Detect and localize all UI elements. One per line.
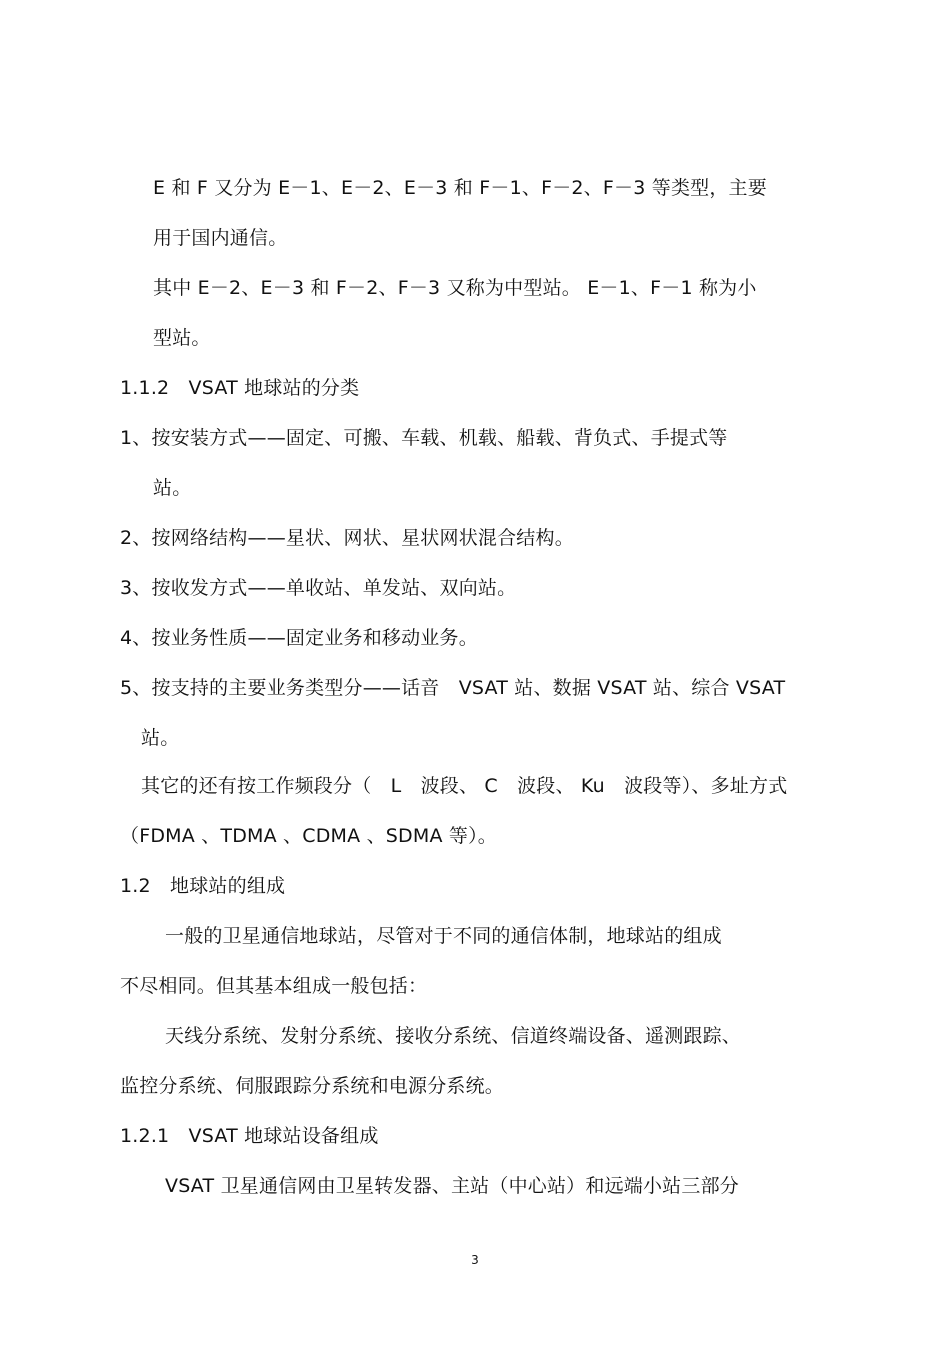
section-heading: 1.2.1 VSAT 地球站设备组成 [120, 1125, 379, 1147]
list-item: 4、按业务性质——固定业务和移动业务。 [120, 627, 478, 649]
text-line: （FDMA 、TDMA 、CDMA 、SDMA 等）。 [120, 825, 498, 847]
list-item: 3、按收发方式——单收站、单发站、双向站。 [120, 577, 517, 599]
section-heading: 1.2 地球站的组成 [120, 875, 286, 897]
list-item: 5、按支持的主要业务类型分——话音 VSAT 站、数据 VSAT 站、综合 VSAT [120, 677, 786, 699]
text-line: 其它的还有按工作频段分（ L 波段、 C 波段、 Ku 波段等）、多址方式 [141, 775, 788, 797]
text-line: 监控分系统、伺服跟踪分系统和电源分系统。 [120, 1075, 505, 1097]
text-line: E 和 F 又分为 E－1、E－2、E－3 和 F－1、F－2、F－3 等类型，主要 [153, 177, 767, 199]
text-line: VSAT 卫星通信网由卫星转发器、主站（中心站）和远端小站三部分 [165, 1175, 739, 1197]
text-line: 站。 [141, 727, 180, 749]
text-line: 站。 [153, 477, 192, 499]
text-line: 不尽相同。但其基本组成一般包括： [120, 975, 428, 997]
text-line: 天线分系统、发射分系统、接收分系统、信道终端设备、遥测跟踪、 [165, 1025, 742, 1047]
text-line: 用于国内通信。 [153, 227, 288, 249]
list-item: 2、按网络结构——星状、网状、星状网状混合结构。 [120, 527, 574, 549]
page-number: 3 [471, 1253, 479, 1267]
section-heading: 1.1.2 VSAT 地球站的分类 [120, 377, 360, 399]
list-item: 1、按安装方式——固定、可搬、车载、机载、船载、背负式、手提式等 [120, 427, 728, 449]
text-line: 其中 E－2、E－3 和 F－2、F－3 又称为中型站。 E－1、F－1 称为小 [153, 277, 757, 299]
text-line: 一般的卫星通信地球站，尽管对于不同的通信体制，地球站的组成 [165, 925, 722, 947]
text-line: 型站。 [153, 327, 211, 349]
